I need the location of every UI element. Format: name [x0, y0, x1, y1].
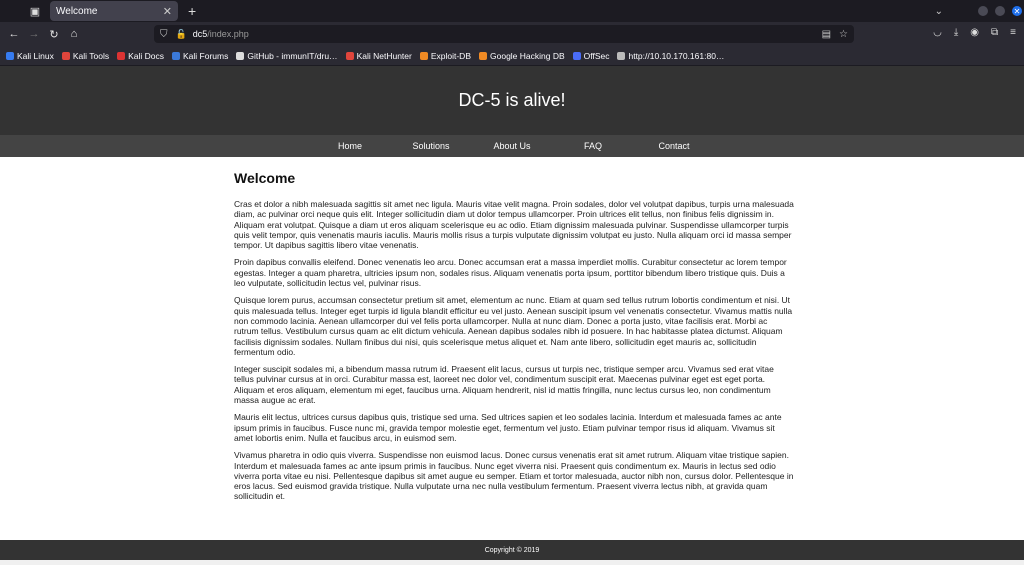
bookmark-star-icon[interactable]: ☆ — [839, 28, 848, 40]
content-paragraph: Mauris elit lectus, ultrices cursus dapibus quis, tristique sed urna. Sed ultrices sapien et leo sodales lacinia. Interdum et malesuada fames ac ante ipsum primis in faucibus. Fusce nunc mi, gravida tempor molestie eget, fermentum vel justo. Etiam pulvinar tempor risus id aliquam. Vivamus sit amet lobortis enim. Nulla et faucibus arcu, in euismod sem. — [234, 412, 782, 443]
bookmark-item[interactable] — [236, 51, 337, 61]
bookmark-favicon-icon — [479, 52, 487, 60]
bookmark-favicon-icon — [573, 52, 581, 60]
site-nav — [0, 135, 1024, 157]
pocket-icon[interactable]: ◡ — [933, 27, 942, 38]
content-paragraph: Cras et dolor a nibh malesuada sagittis sit amet nec ligula. Mauris vitae velit magna. Proin sodales, dolor vel volutpat dapibus, turpis urna malesuada diam, ac pulvinar orci neque quis elit. Integer sollicitudin diam ut dolor tempus ullamcorper. Proin ultrices elit tellus, non finibus felis dignissim in. Aliquam erat volutpat. Quisque a diam ut eros aliquam scelerisque eu ac odio. Etiam dignissim malesuada pulvinar. Suspendisse ullamcorper turpis quis velit tempor, quis venenatis mauris iaculis. Mauris mollis risus a turpis vulputate dignissim volutpat eu justo. Nulla aliquam orci id massa semper tempor. Ut dapibus sagittis libero vitae venenatis. — [234, 199, 794, 251]
site-title: DC-5 is alive! — [458, 90, 566, 110]
close-icon[interactable]: ✕ — [162, 5, 172, 18]
bookmark-favicon-icon — [236, 52, 244, 60]
bookmark-favicon-icon — [172, 52, 180, 60]
extensions-icon[interactable]: ⧉ — [991, 27, 999, 38]
bookmark-label: GitHub - immunIT/dru… — [247, 50, 338, 61]
tab-list-chevron-icon[interactable]: ⌄ — [934, 5, 943, 17]
bookmark-item[interactable] — [117, 51, 164, 61]
bookmark-label: Kali Forums — [183, 50, 229, 61]
bookmark-favicon-icon — [62, 52, 70, 60]
close-window-button[interactable]: ✕ — [1013, 6, 1021, 16]
reader-view-icon[interactable]: ▤ — [821, 28, 832, 40]
bookmark-label: Kali NetHunter — [356, 50, 412, 61]
url-bar[interactable] — [154, 25, 854, 43]
bookmark-item[interactable] — [346, 51, 412, 61]
new-tab-button[interactable]: + — [188, 3, 197, 19]
bookmark-favicon-icon — [617, 52, 625, 60]
bookmark-item[interactable] — [62, 51, 109, 61]
url-host: dc5 — [192, 29, 208, 39]
tab-overview-icon[interactable]: ▣ — [29, 5, 41, 18]
bookmark-item[interactable] — [6, 51, 54, 61]
bookmark-item[interactable] — [573, 51, 610, 61]
copyright-text: Copyright © 2019 — [484, 546, 540, 554]
nav-link-contact[interactable]: Contact — [658, 141, 690, 151]
nav-link-about-us[interactable]: About Us — [493, 141, 531, 151]
download-icon[interactable]: ⤓ — [953, 27, 959, 38]
bookmark-label: Kali Docs — [128, 50, 164, 61]
bookmark-label: Google Hacking DB — [490, 50, 565, 61]
minimize-button[interactable] — [978, 6, 988, 16]
bookmark-label: http://10.10.170.161:80… — [628, 50, 725, 61]
bookmark-favicon-icon — [420, 52, 428, 60]
bookmark-item[interactable] — [172, 51, 228, 61]
account-icon[interactable]: ◉ — [970, 27, 980, 38]
bookmark-favicon-icon — [346, 52, 354, 60]
site-footer — [0, 540, 1024, 560]
content-paragraph: Quisque lorem purus, accumsan consectetur pretium sit amet, elementum ac nunc. Etiam at quam sed tellus rutrum lobortis condimentum et nisi. Ut quis malesuada tellus. Integer eget turpis id ligula blandit efficitur eu vel justo. Aenean suscipit ipsum vel venenatis consectetur. Vivamus mattis nulla non commodo lacinia. Aenean ullamcorper dui vel felis porta ullamcorper. Nulla at nunc diam. Donec a porta justo, vitae facilisis erat. Morbi ac rutrum tellus. Vestibulum cursus quam ac elit dictum vehicula. Aenean dapibus sodales nibh id posuere. In hac habitasse platea dictumst. Aliquam facilisis dignissim sodales. Nullam finibus dui nisi, quis scelerisque metus aliquet et. Nam ante libero, sollicitudin eget mauris ac, sollicitudin fermentum odio. — [234, 295, 793, 357]
bookmark-favicon-icon — [6, 52, 14, 60]
content-paragraph: Vivamus pharetra in odio quis viverra. Suspendisse non euismod lacus. Donec cursus venenatis erat sit amet rutrum. Aliquam vitae tristique sapien. Interdum et malesuada fames ac ante ipsum primis in faucibus. Nunc eget viverra nisi. Praesent quis condimentum ex. Mauris in lectus sed odio viverra porta vitae eu nisi. Pellentesque dapibus sit amet augue eu semper. Etiam et tortor malesuada, auctor nibh non, cursus dolor. Pellentesque in eros lacus. Sed euismod gravida tristique. Nulla vulputate urna nec nulla vestibulum fermentum. Praesent viverra lectus nibh, at gravida quam sollicitudin et. — [234, 450, 794, 502]
bookmark-item[interactable] — [479, 51, 565, 61]
bookmark-label: Exploit-DB — [430, 50, 471, 61]
maximize-button[interactable] — [995, 6, 1005, 16]
bookmark-label: Kali Linux — [17, 50, 54, 61]
nav-link-solutions[interactable]: Solutions — [412, 141, 450, 151]
bookmark-item[interactable] — [617, 51, 724, 61]
web-page — [0, 66, 1024, 565]
content-paragraph: Proin dapibus convallis eleifend. Donec venenatis leo arcu. Donec accumsan erat a massa imperdiet mollis. Curabitur consectetur ac lorem tempor egestas. Integer a quam pharetra, ultricies ipsum non, sodales risus. Aliquam venenatis porta ipsum, porttitor bibendum libero tristique quis. Duis a leo vulputate, sollicitudin lectus vel, pulvinar risus. — [234, 257, 787, 289]
bookmark-label: Kali Tools — [72, 50, 110, 61]
url-path: /index.php — [207, 29, 249, 39]
tab-welcome[interactable] — [50, 1, 178, 21]
site-header — [0, 66, 1024, 135]
main-content — [0, 157, 1024, 540]
nav-link-faq[interactable]: FAQ — [583, 141, 602, 151]
toolbar-right — [933, 27, 1016, 38]
insecure-lock-icon[interactable]: 🔓 — [175, 28, 187, 39]
window-controls — [935, 6, 1022, 17]
home-icon[interactable]: ⌂ — [70, 28, 78, 40]
shield-icon[interactable]: ⛉ — [160, 28, 168, 40]
bookmark-label: OffSec — [583, 50, 610, 61]
bookmark-favicon-icon — [117, 52, 125, 60]
reload-icon[interactable]: ↻ — [49, 28, 59, 41]
bookmarks-bar — [0, 46, 1024, 66]
tab-title: Welcome — [56, 5, 98, 17]
content-paragraph: Integer suscipit sodales mi, a bibendum massa rutrum id. Praesent elit lacus, cursus ut turpis nec, tristique semper arcu. Vivamus sed erat vitae tellus pulvinar cursus at in orci. Curabitur massa est, laoreet nec dolor vel, condimentum suscipit erat. Maecenas pulvinar eget est eget porta. Aliquam et eros aliquam, elementum mi eget, faucibus urna. Aliquam hendrerit, nisl id mattis fringilla, nunc lectus cursus leo, non condimentum massa augue ac erat. — [234, 364, 774, 406]
nav-link-home[interactable]: Home — [337, 141, 362, 151]
tab-bar — [0, 0, 1024, 22]
page-heading: Welcome — [234, 170, 296, 186]
bookmark-item[interactable] — [420, 51, 471, 61]
back-icon[interactable]: ← — [8, 28, 20, 40]
menu-icon[interactable]: ≡ — [1010, 27, 1016, 38]
forward-icon[interactable]: → — [28, 28, 40, 40]
navigation-toolbar — [0, 22, 1024, 46]
